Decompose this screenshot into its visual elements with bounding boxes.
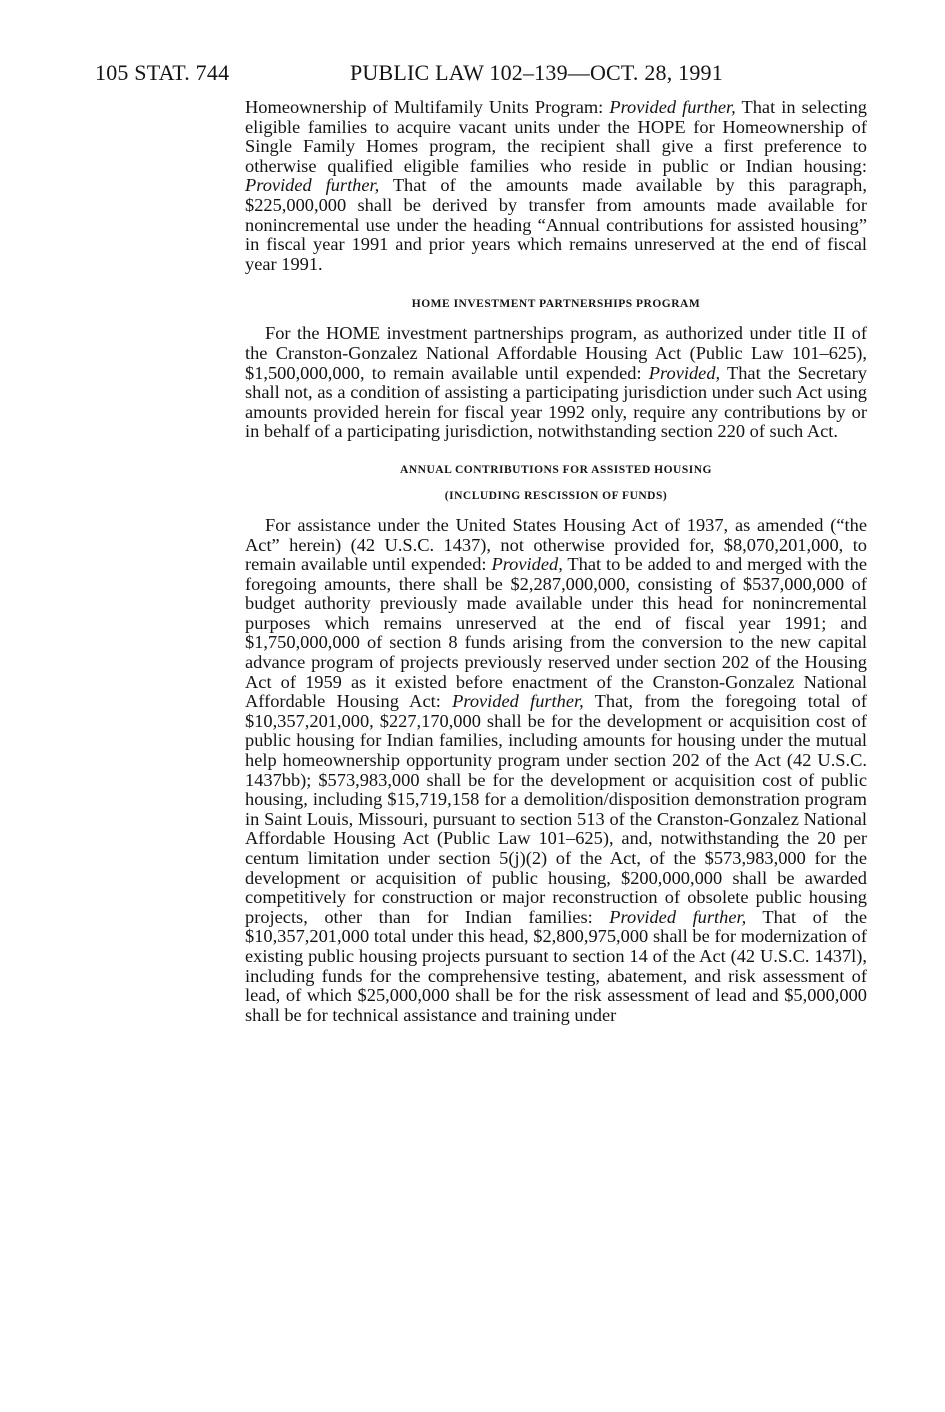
paragraph-annual-contributions [245, 516, 867, 1025]
text-run: That in selecting eligible families to acquire vacant units under the HOPE for Homeownership of Single Family Homes program, the recipient shall give a first preference to otherwise qualified eligible families who reside in public or Indian housing: [245, 97, 867, 176]
page-reference: 105 STAT. 744 [95, 60, 230, 85]
text-run: That of the $10,357,201,000 total under this head, $2,800,975,000 shall be for modernization of existing public housing projects pursuant to section 14 of the Act (42 U.S.C. 1437l), including funds for the comprehensive testing, abatement, and risk assessment of lead, of which $25,000,000 shall be for the risk assessment of lead and $5,000,000 shall be for technical assistance and training under [245, 906, 867, 1025]
body-text [245, 98, 867, 1025]
text-run: That to be added to and merged with the foregoing amounts, there shall be $2,287,000,000, consisting of $537,000,000 of budget authority previously made available under this head for nonincremental purposes which remains unreserved at the end of fiscal year 1991; and $1,750,000,000 of section 8 funds arising from the conversion to the new capital advance program of projects previously reserved under section 202 of the Housing Act of 1959 as it existed before enactment of the Cranston-Gonzalez National Affordable Housing Act: [245, 554, 867, 712]
section-heading-home-investment: HOME INVESTMENT PARTNERSHIPS PROGRAM [411, 298, 701, 311]
proviso-italic: Provided, [491, 554, 563, 575]
text-run: For assistance under the United States Housing Act of 1937, as amended (“the Act” herein) (42 U.S.C. 1437), not otherwise provided for, $8,070,201,000, to remain available until expended: [245, 514, 867, 575]
section-heading-annual-contributions: ANNUAL CONTRIBUTIONS FOR ASSISTED HOUSING [400, 463, 712, 476]
text-run: That of the amounts made available by this paragraph, $225,000,000 shall be derived by transfer from amounts made available for nonincremental use under the heading “Annual contributions for assisted housing” in fiscal year 1991 and prior years which remains unreserved at the end of fiscal year 1991. [245, 175, 867, 274]
text-run: For the HOME investment partnerships program, as authorized under title II of the Cranston-Gonzalez National Affordable Housing Act (Public Law 101–625), $1,500,000,000, to remain available until expended: [245, 323, 867, 383]
text-run: That, from the foregoing total of $10,357,201,000, $227,170,000 shall be for the development or acquisition cost of public housing for Indian families, including amounts for housing under the mutual help homeownership opportunity program under section 202 of the Act (42 U.S.C. 1437bb); $573,983,000 shall be for the development or acquisition cost of public housing, including $15,719,158 for a demolition/disposition demonstration program in Saint Louis, Missouri, pursuant to section 513 of the Cranston-Gonzalez National Affordable Housing Act (Public Law 101–625), and, notwithstanding the 20 per centum limitation under section 5(j)(2) of the Act, of the $573,983,000 for the development or acquisition of public housing, $200,000,000 shall be awarded competitively for construction or major reconstruction of obsolete public housing projects, other than for Indian families: [245, 691, 867, 927]
proviso-italic: Provided, [648, 362, 721, 383]
text-run: Homeownership of Multifamily Units Program: [245, 97, 610, 117]
proviso-italic: Provided further, [609, 97, 736, 117]
text-run: That the Secretary shall not, as a condition of assisting a participating jurisdiction under such Act using amounts provided herein for fiscal year 1992 only, require any contributions by or in behalf of a participating jurisdiction, notwithstanding section 220 of such Act. [245, 362, 868, 442]
proviso-italic: Provided further, [609, 906, 747, 927]
proviso-italic: Provided further, [245, 175, 380, 196]
proviso-italic: Provided further, [452, 691, 584, 712]
paragraph-homeownership-continued [245, 98, 867, 274]
running-title: PUBLIC LAW 102–139—OCT. 28, 1991 [350, 60, 723, 85]
section-subheading-rescission: (INCLUDING RESCISSION OF FUNDS) [444, 489, 668, 502]
page-header [95, 60, 855, 88]
paragraph-home-investment [245, 324, 867, 442]
